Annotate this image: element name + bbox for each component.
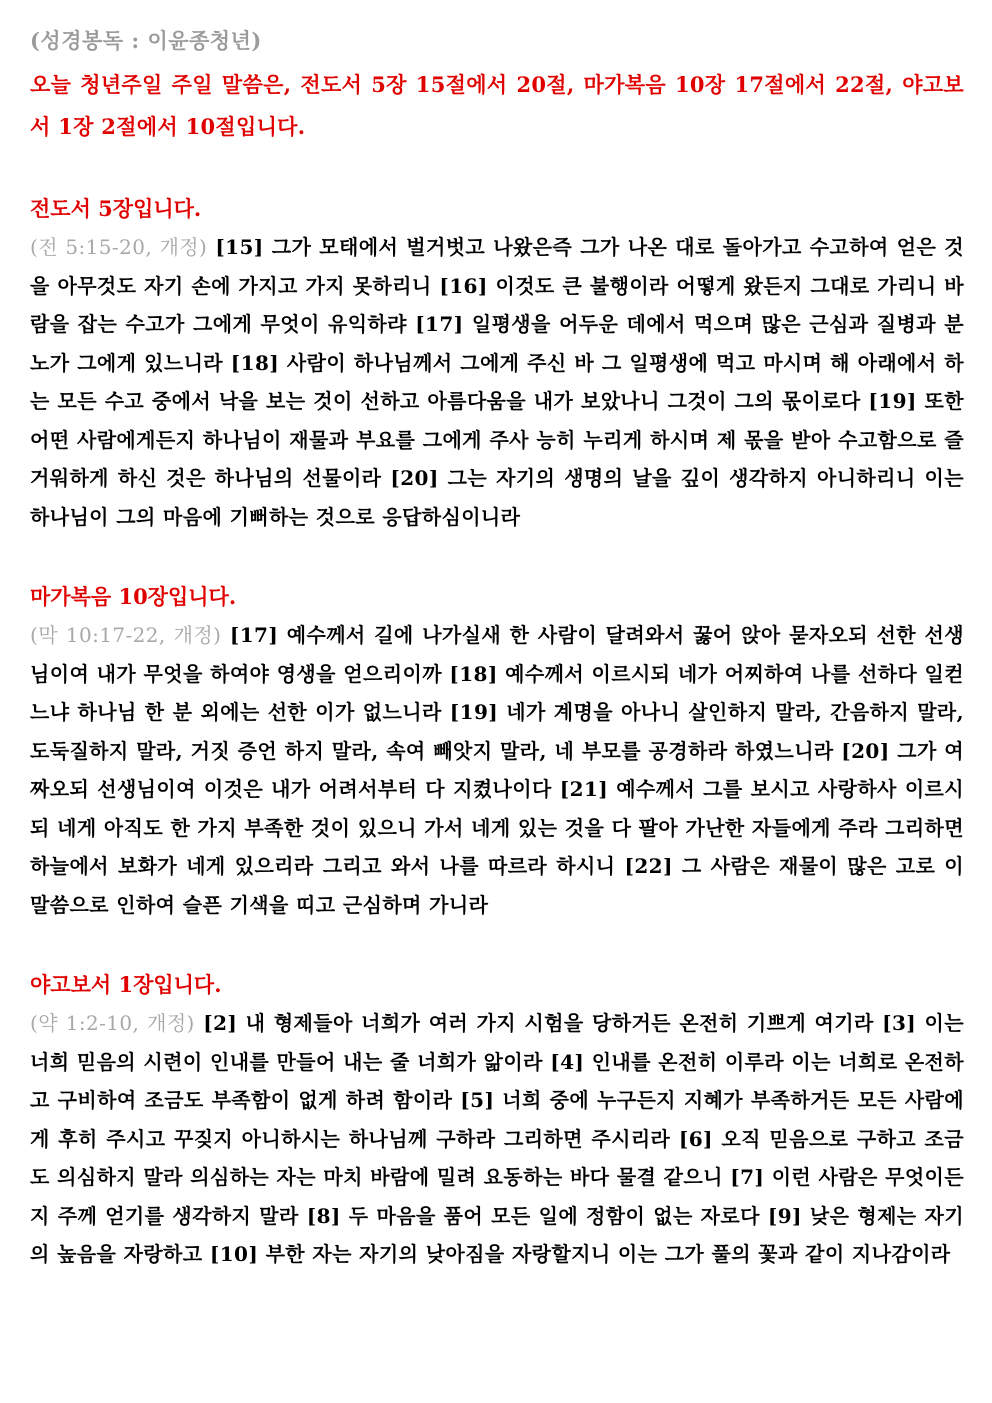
section-mark xyxy=(30,578,964,924)
reader-line: (성경봉독 : 이윤종청년) xyxy=(30,28,262,53)
section-ecclesiastes xyxy=(30,190,964,536)
passage-text xyxy=(30,616,964,924)
passage-text xyxy=(30,228,964,536)
scripture-reference: (약 1:2-10, 개정) xyxy=(30,1011,195,1035)
verse-text: [17] 예수께서 길에 나가실새 한 사람이 달려와서 꿇어 앉아 묻자오되 선한 선생님이여 내가 무엇을 하여야 영생을 얻으리이까 [18] 예수께서 이르시되 네가 어찌하여 나를 선하다 일컫느냐 하나님 한 분 외에는 선한 이가 없느니라 [19] 네가 계명을 아나니 살인하지 말라, 간음하지 말라, 도둑질하지 말라, 거짓 증언 하지 말라, 속여 빼앗지 말라, 네 부모를 공경하라 하였느니라 [20] 그가 여짜오되 선생님이여 이것은 내가 어려서부터 다 지켰나이다 [21] 예수께서 그를 보시고 사랑하사 이르시되 네게 아직도 한 가지 부족한 것이 있으니 가서 네게 있는 것을 다 팔아 가난한 자들에게 주라 그리하면 하늘에서 보화가 네게 있으리라 그리고 와서 나를 따르라 하시니 [22] 그 사람은 재물이 많은 고로 이 말씀으로 인하여 슬픈 기색을 띠고 근심하며 가니라 xyxy=(30,623,964,917)
verse-text: [15] 그가 모태에서 벌거벗고 나왔은즉 그가 나온 대로 돌아가고 수고하여 얻은 것을 아무것도 자기 손에 가지고 가지 못하리니 [16] 이것도 큰 불행이라 어떻게 왔든지 그대로 가리니 바람을 잡는 수고가 그에게 무엇이 유익하랴 [17] 일평생을 어두운 데에서 먹으며 많은 근심과 질병과 분노가 그에게 있느니라 [18] 사람이 하나님께서 그에게 주신 바 그 일평생에 먹고 마시며 해 아래에서 하는 모든 수고 중에서 낙을 보는 것이 선하고 아름다움을 내가 보았나니 그것이 그의 몫이로다 [19] 또한 어떤 사람에게든지 하나님이 재물과 부요를 그에게 주사 능히 누리게 하시며 제 몫을 받아 수고함으로 즐거워하게 하신 것은 하나님의 선물이라 [20] 그는 자기의 생명의 날을 깊이 생각하지 아니하리니 이는 하나님이 그의 마음에 기뻐하는 것으로 응답하심이니라 xyxy=(30,235,964,529)
scripture-reference: (전 5:15-20, 개정) xyxy=(30,235,208,259)
intro-text: 오늘 청년주일 주일 말씀은, 전도서 5장 15절에서 20절, 마가복음 10장 17절에서 22절, 야고보서 1장 2절에서 10절입니다. xyxy=(30,72,964,139)
section-james xyxy=(30,966,964,1274)
verse-text: [2] 내 형제들아 너희가 여러 가지 시험을 당하거든 온전히 기쁘게 여기라 [3] 이는 너희 믿음의 시련이 인내를 만들어 내는 줄 너희가 앎이라 [4] 인내를 온전히 이루라 이는 너희로 온전하고 구비하여 조금도 부족함이 없게 하려 함이라 [5] 너희 중에 누구든지 지혜가 부족하거든 모든 사람에게 후히 주시고 꾸짖지 아니하시는 하나님께 구하라 그리하면 주시리라 [6] 오직 믿음으로 구하고 조금도 의심하지 말라 의심하는 자는 마치 바람에 밀려 요동하는 바다 물결 같으니 [7] 이런 사람은 무엇이든지 주께 얻기를 생각하지 말라 [8] 두 마음을 품어 모든 일에 정함이 없는 자로다 [9] 낮은 형제는 자기의 높음을 자랑하고 [10] 부한 자는 자기의 낮아짐을 자랑할지니 이는 그가 풀의 꽃과 같이 지나감이라 xyxy=(30,1011,964,1266)
section-title: 전도서 5장입니다. xyxy=(30,196,202,221)
section-title: 야고보서 1장입니다. xyxy=(30,972,222,997)
passage-text xyxy=(30,1004,964,1274)
scripture-reference: (막 10:17-22, 개정) xyxy=(30,623,222,647)
section-title: 마가복음 10장입니다. xyxy=(30,584,237,609)
document-page xyxy=(30,22,964,1274)
